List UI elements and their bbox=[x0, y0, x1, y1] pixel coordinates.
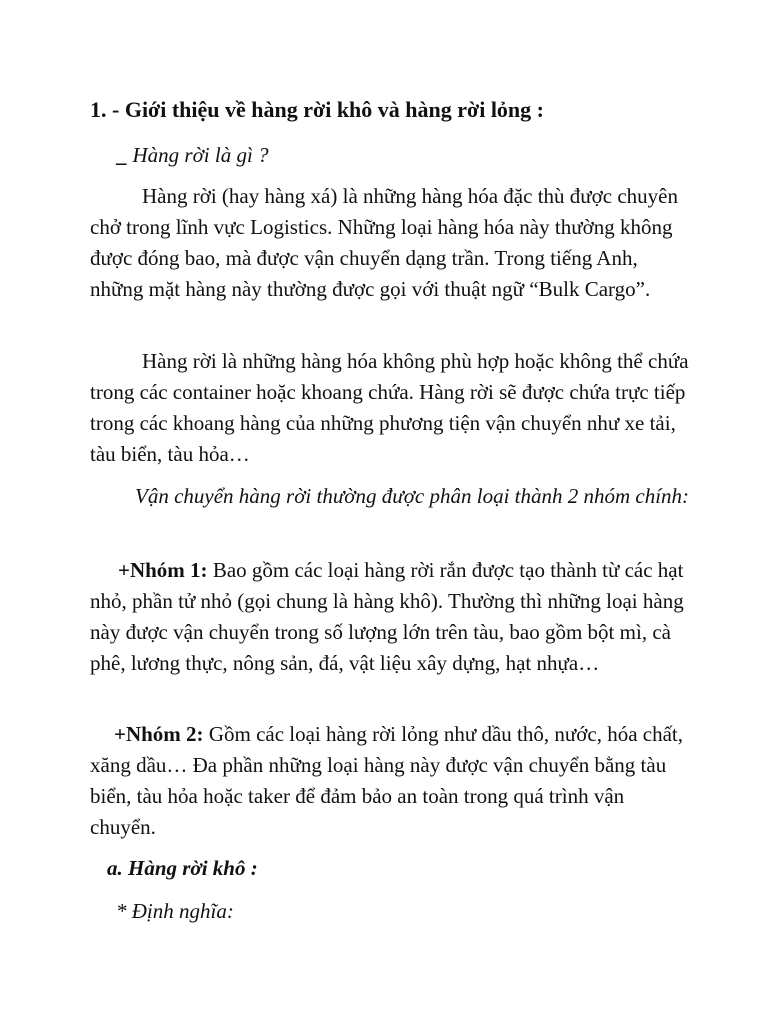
group-1-label: +Nhóm 1: bbox=[118, 558, 208, 582]
group-2-text: Gồm các loại hàng rời lỏng như dầu thô, nước, hóa chất, xăng dầu… Đa phần những loại hàng này được vận chuyển bằng tàu biển, tàu hỏa hoặc taker để đảm bảo an toàn trong quá trình vận chuyển. bbox=[90, 722, 683, 839]
paragraph-bulk-cargo-storage: Hàng rời là những hàng hóa không phù hợp hoặc không thể chứa trong các container hoặc khoang chứa. Hàng rời sẽ được chứa trực tiếp trong các khoang hàng của những phương tiện vận chuyển như xe tải, tàu biển, tàu hỏa… bbox=[90, 349, 689, 466]
paragraph-group-2 bbox=[90, 719, 690, 843]
group-1-text: Bao gồm các loại hàng rời rắn được tạo thành từ các hạt nhỏ, phần tử nhỏ (gọi chung là hàng khô). Thường thì những loại hàng này được vận chuyển trong số lượng lớn trên tàu, bao gồm bột mì, cà phê, lương thực, nông sản, đá, vật liệu xây dựng, hạt nhựa… bbox=[90, 558, 684, 675]
paragraph-classification-intro: Vận chuyển hàng rời thường được phân loại thành 2 nhóm chính: bbox=[135, 484, 690, 508]
question-subheading bbox=[116, 140, 716, 171]
section-heading: 1. - Giới thiệu về hàng rời khô và hàng rời lỏng : bbox=[90, 97, 544, 122]
paragraph-bulk-cargo-definition: Hàng rời (hay hàng xá) là những hàng hóa đặc thù được chuyên chở trong lĩnh vực Logistics. Những loại hàng hóa này thường không được đóng bao, mà được vận chuyển dạng trần. Trong tiếng Anh, những mặt hàng này thường được gọi với thuật ngữ “Bulk Cargo”. bbox=[90, 184, 678, 301]
dash-marker: _ bbox=[116, 143, 127, 167]
definition-label: * Định nghĩa: bbox=[116, 899, 234, 923]
group-2-label: +Nhóm 2: bbox=[114, 722, 204, 746]
question-text: Hàng rời là gì ? bbox=[132, 143, 269, 167]
paragraph-group-1 bbox=[90, 555, 690, 679]
subsection-heading-dry-bulk: a. Hàng rời khô : bbox=[107, 856, 258, 880]
